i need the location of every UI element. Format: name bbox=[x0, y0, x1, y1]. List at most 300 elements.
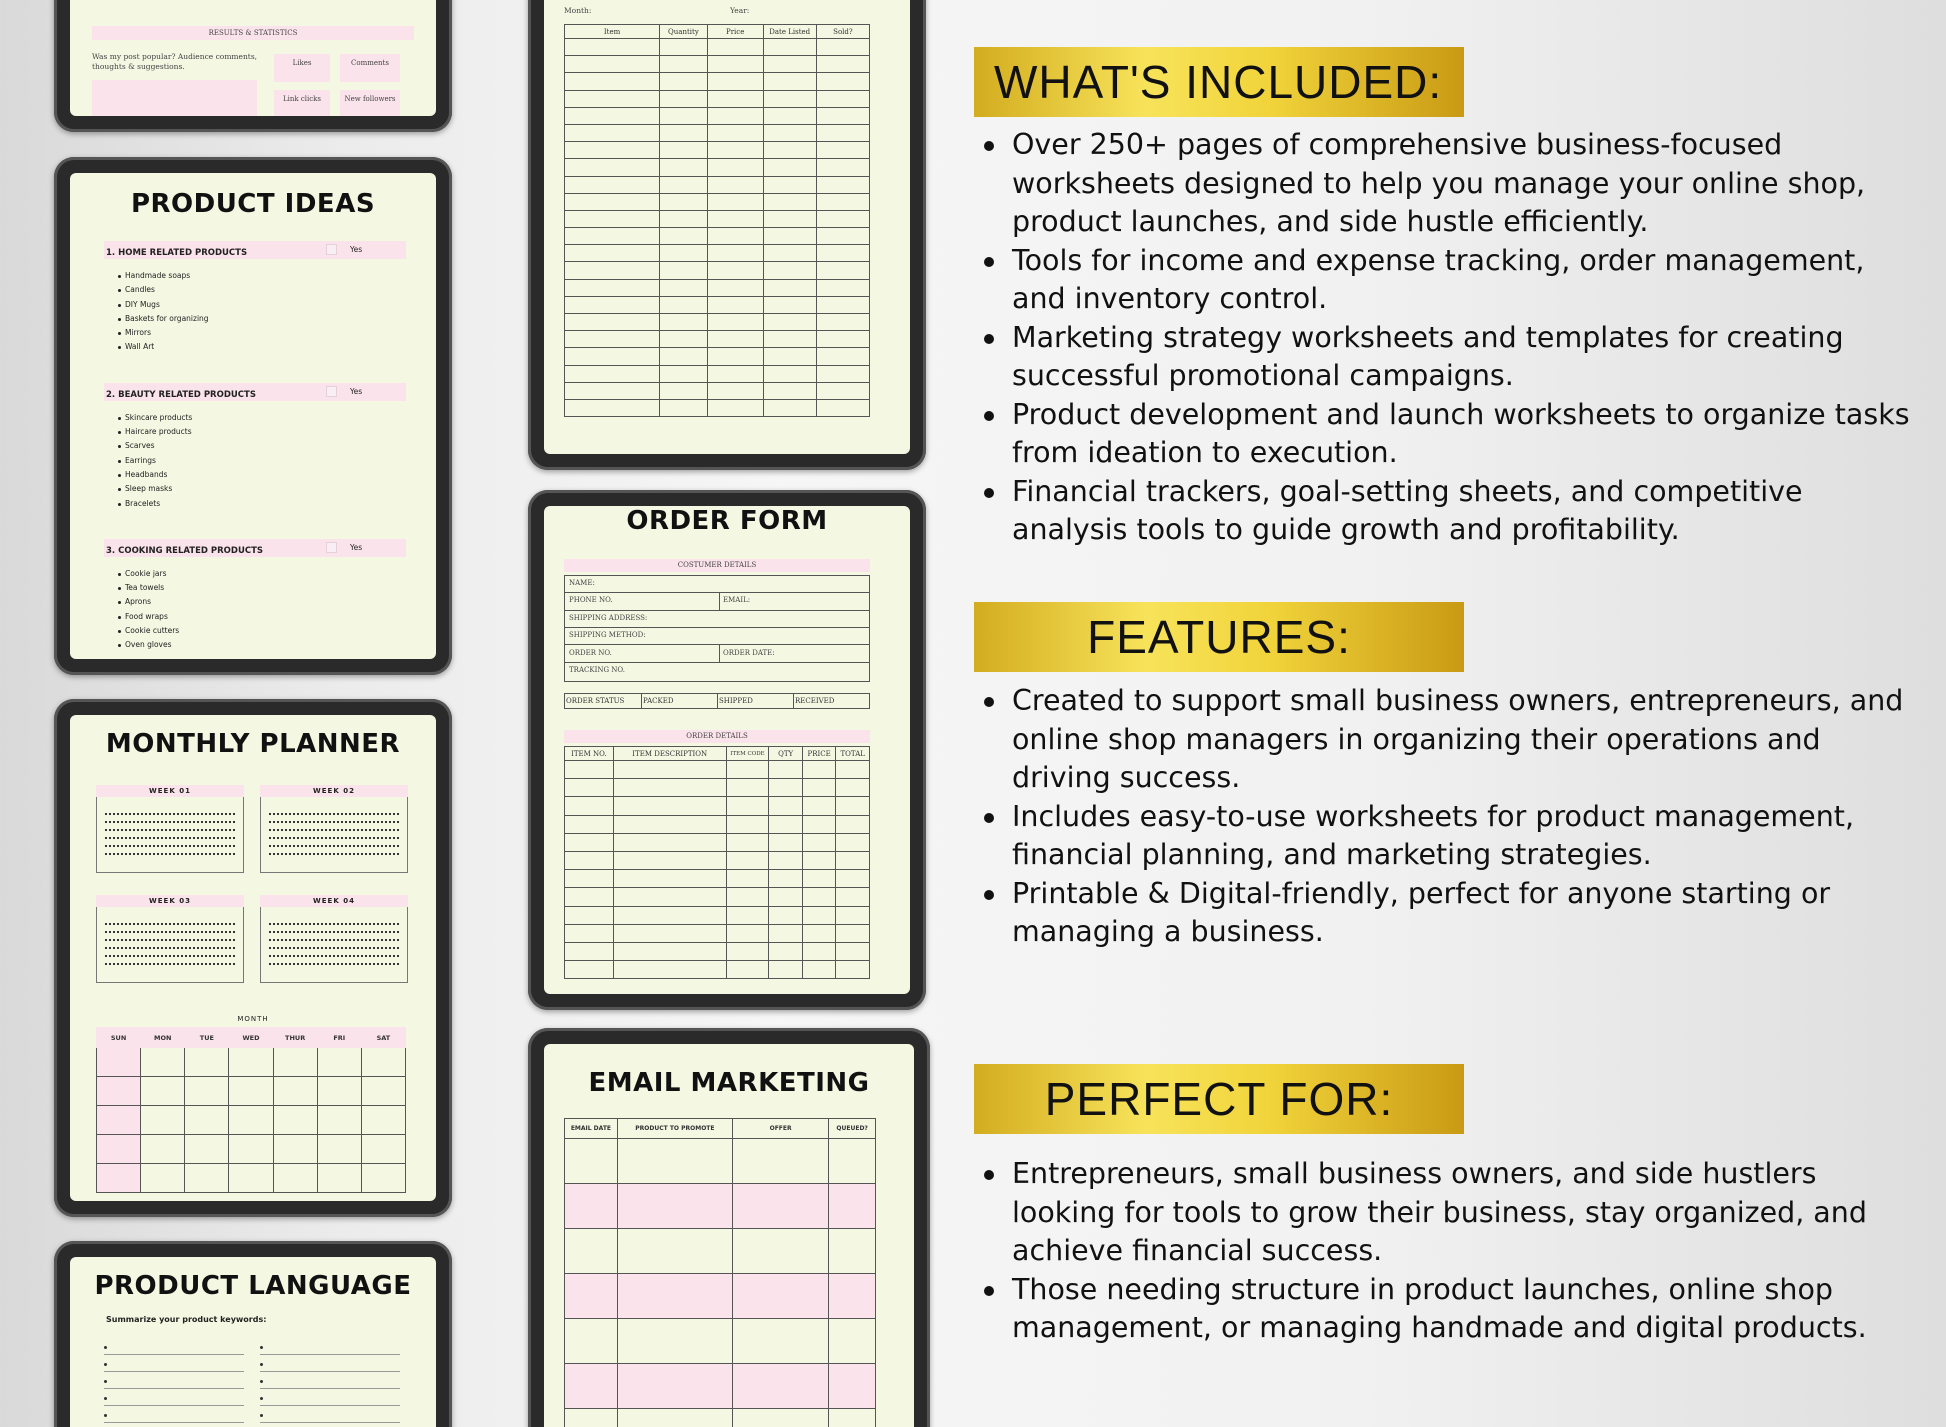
email-cell[interactable] bbox=[732, 1319, 828, 1364]
email-cell[interactable] bbox=[829, 1184, 876, 1229]
order-cell[interactable] bbox=[726, 924, 769, 942]
idea-item: Oven gloves bbox=[118, 638, 406, 652]
calendar-day-cell[interactable] bbox=[185, 1106, 229, 1135]
inventory-cell[interactable] bbox=[816, 314, 869, 331]
order-cell[interactable] bbox=[802, 815, 836, 833]
inventory-cell[interactable] bbox=[565, 245, 660, 262]
inventory-cell[interactable] bbox=[763, 56, 816, 73]
inventory-column-header: Date Listed bbox=[763, 25, 816, 39]
order-cell[interactable] bbox=[769, 761, 803, 779]
inventory-cell[interactable] bbox=[565, 193, 660, 210]
inventory-cell[interactable] bbox=[707, 399, 763, 416]
inventory-cell[interactable] bbox=[816, 107, 869, 124]
week-notes bbox=[260, 797, 408, 873]
inventory-cell[interactable] bbox=[707, 331, 763, 348]
inventory-cell[interactable] bbox=[565, 142, 660, 159]
inventory-cell[interactable] bbox=[565, 348, 660, 365]
checkbox[interactable] bbox=[326, 542, 337, 553]
keyword-line[interactable] bbox=[260, 1411, 400, 1423]
inventory-cell[interactable] bbox=[763, 245, 816, 262]
dotted-line bbox=[105, 917, 235, 925]
inventory-cell[interactable] bbox=[707, 73, 763, 90]
order-cell[interactable] bbox=[802, 833, 836, 851]
calendar-day-cell[interactable] bbox=[185, 1077, 229, 1106]
keyword-line[interactable] bbox=[104, 1377, 244, 1389]
calendar-day-cell[interactable] bbox=[229, 1135, 273, 1164]
keyword-line[interactable] bbox=[260, 1394, 400, 1406]
checkbox[interactable] bbox=[326, 386, 337, 397]
order-cell[interactable] bbox=[726, 815, 769, 833]
inventory-cell[interactable] bbox=[660, 262, 708, 279]
calendar-day-cell[interactable] bbox=[273, 1077, 317, 1106]
inventory-cell[interactable] bbox=[816, 365, 869, 382]
order-cell[interactable] bbox=[802, 942, 836, 960]
inventory-cell[interactable] bbox=[816, 56, 869, 73]
inventory-cell[interactable] bbox=[763, 382, 816, 399]
inventory-cell[interactable] bbox=[816, 73, 869, 90]
inventory-cell[interactable] bbox=[763, 176, 816, 193]
inventory-cell[interactable] bbox=[565, 296, 660, 313]
calendar-day-cell[interactable] bbox=[229, 1077, 273, 1106]
inventory-cell[interactable] bbox=[763, 107, 816, 124]
order-cell[interactable] bbox=[836, 761, 870, 779]
inventory-cell[interactable] bbox=[816, 399, 869, 416]
email-cell[interactable] bbox=[829, 1319, 876, 1364]
inventory-cell[interactable] bbox=[660, 39, 708, 56]
inventory-cell[interactable] bbox=[707, 124, 763, 141]
inventory-cell[interactable] bbox=[660, 142, 708, 159]
order-cell[interactable] bbox=[802, 779, 836, 797]
inventory-cell[interactable] bbox=[763, 210, 816, 227]
inventory-cell[interactable] bbox=[565, 73, 660, 90]
tablet-results-statistics bbox=[54, 0, 452, 132]
email-column-header: PRODUCT TO PROMOTE bbox=[617, 1119, 732, 1139]
order-cell[interactable] bbox=[769, 797, 803, 815]
inventory-cell[interactable] bbox=[763, 279, 816, 296]
order-cell[interactable] bbox=[836, 815, 870, 833]
email-cell[interactable] bbox=[617, 1184, 732, 1229]
inventory-cell[interactable] bbox=[763, 90, 816, 107]
bullet-item: Includes easy-to-use worksheets for product management, financial planning, and marketing strategies. bbox=[984, 798, 1924, 875]
order-cell[interactable] bbox=[802, 870, 836, 888]
order-cell[interactable] bbox=[769, 815, 803, 833]
order-cell[interactable] bbox=[565, 851, 614, 869]
inventory-cell[interactable] bbox=[763, 331, 816, 348]
calendar-day-cell[interactable] bbox=[185, 1135, 229, 1164]
perfect-for-heading: PERFECT FOR: bbox=[1044, 1073, 1394, 1125]
order-cell[interactable] bbox=[613, 924, 726, 942]
order-cell[interactable] bbox=[769, 924, 803, 942]
bullet-item: Created to support small business owners, entrepreneurs, and online shop managers in organizing their operations and driving success. bbox=[984, 682, 1924, 798]
email-cell[interactable] bbox=[829, 1409, 876, 1427]
email-cell[interactable] bbox=[565, 1409, 618, 1427]
inventory-cell[interactable] bbox=[816, 331, 869, 348]
keyword-line[interactable] bbox=[260, 1360, 400, 1372]
inventory-cell[interactable] bbox=[707, 296, 763, 313]
order-cell[interactable] bbox=[802, 797, 836, 815]
order-cell[interactable] bbox=[565, 924, 614, 942]
inventory-cell[interactable] bbox=[816, 296, 869, 313]
order-cell[interactable] bbox=[613, 906, 726, 924]
order-cell[interactable] bbox=[565, 906, 614, 924]
email-cell[interactable] bbox=[829, 1139, 876, 1184]
email-cell[interactable] bbox=[732, 1184, 828, 1229]
inventory-cell[interactable] bbox=[565, 228, 660, 245]
calendar-day-cell[interactable] bbox=[317, 1135, 361, 1164]
inventory-cell[interactable] bbox=[763, 296, 816, 313]
keyword-line[interactable] bbox=[260, 1377, 400, 1389]
inventory-cell[interactable] bbox=[565, 382, 660, 399]
inventory-cell[interactable] bbox=[707, 279, 763, 296]
inventory-cell[interactable] bbox=[565, 365, 660, 382]
inventory-header-row bbox=[565, 25, 870, 39]
order-cell[interactable] bbox=[613, 851, 726, 869]
calendar-day-cell[interactable] bbox=[273, 1135, 317, 1164]
inventory-cell[interactable] bbox=[707, 56, 763, 73]
inventory-cell[interactable] bbox=[707, 314, 763, 331]
order-cell[interactable] bbox=[836, 942, 870, 960]
email-cell[interactable] bbox=[732, 1409, 828, 1427]
inventory-cell[interactable] bbox=[816, 210, 869, 227]
order-cell[interactable] bbox=[802, 924, 836, 942]
day-header: SUN bbox=[97, 1028, 141, 1048]
calendar-day-cell[interactable] bbox=[97, 1164, 141, 1193]
inventory-cell[interactable] bbox=[660, 382, 708, 399]
idea-list bbox=[118, 411, 406, 511]
inventory-cell[interactable] bbox=[707, 193, 763, 210]
inventory-cell[interactable] bbox=[660, 314, 708, 331]
email-cell[interactable] bbox=[732, 1229, 828, 1274]
inventory-cell[interactable] bbox=[660, 176, 708, 193]
order-cell[interactable] bbox=[836, 961, 870, 979]
inventory-cell[interactable] bbox=[660, 399, 708, 416]
calendar-day-cell[interactable] bbox=[141, 1048, 185, 1077]
order-cell[interactable] bbox=[726, 888, 769, 906]
email-cell[interactable] bbox=[732, 1364, 828, 1409]
idea-item: Candles bbox=[118, 283, 406, 297]
inventory-cell[interactable] bbox=[763, 73, 816, 90]
inventory-cell[interactable] bbox=[763, 193, 816, 210]
order-cell[interactable] bbox=[565, 888, 614, 906]
inventory-cell[interactable] bbox=[565, 176, 660, 193]
order-cell[interactable] bbox=[565, 779, 614, 797]
features-heading: FEATURES: bbox=[1087, 611, 1351, 663]
order-cell[interactable] bbox=[726, 870, 769, 888]
order-cell[interactable] bbox=[613, 833, 726, 851]
calendar-day-cell[interactable] bbox=[141, 1135, 185, 1164]
inventory-cell[interactable] bbox=[565, 399, 660, 416]
inventory-cell[interactable] bbox=[816, 279, 869, 296]
order-cell[interactable] bbox=[836, 870, 870, 888]
bullet-dot bbox=[118, 318, 121, 321]
order-cell[interactable] bbox=[565, 942, 614, 960]
inventory-cell[interactable] bbox=[707, 245, 763, 262]
results-comment-box bbox=[92, 52, 262, 116]
product-ideas-sheet bbox=[70, 173, 436, 659]
calendar-header-row bbox=[97, 1028, 406, 1048]
calendar-day-cell[interactable] bbox=[97, 1135, 141, 1164]
order-column-header: TOTAL bbox=[836, 747, 870, 761]
inventory-cell[interactable] bbox=[660, 331, 708, 348]
order-cell[interactable] bbox=[769, 961, 803, 979]
email-cell[interactable] bbox=[829, 1274, 876, 1319]
keyword-line[interactable] bbox=[104, 1394, 244, 1406]
inventory-cell[interactable] bbox=[565, 159, 660, 176]
order-cell[interactable] bbox=[836, 797, 870, 815]
inventory-cell[interactable] bbox=[816, 39, 869, 56]
inventory-cell[interactable] bbox=[660, 348, 708, 365]
order-row bbox=[565, 870, 870, 888]
calendar-day-cell[interactable] bbox=[141, 1077, 185, 1106]
inventory-cell[interactable] bbox=[660, 73, 708, 90]
inventory-cell[interactable] bbox=[763, 142, 816, 159]
inventory-cell[interactable] bbox=[660, 56, 708, 73]
order-cell[interactable] bbox=[726, 833, 769, 851]
order-cell[interactable] bbox=[769, 779, 803, 797]
inventory-cell[interactable] bbox=[565, 331, 660, 348]
dotted-line bbox=[105, 949, 235, 957]
order-cell[interactable] bbox=[836, 888, 870, 906]
email-cell[interactable] bbox=[617, 1364, 732, 1409]
keyword-line[interactable] bbox=[104, 1343, 244, 1355]
keyword-line[interactable] bbox=[104, 1411, 244, 1423]
order-cell[interactable] bbox=[613, 961, 726, 979]
order-cell[interactable] bbox=[836, 906, 870, 924]
email-cell[interactable] bbox=[565, 1184, 618, 1229]
order-cell[interactable] bbox=[802, 888, 836, 906]
shipping-address-label: SHIPPING ADDRESS: bbox=[569, 614, 648, 622]
calendar-day-cell[interactable] bbox=[317, 1077, 361, 1106]
order-cell[interactable] bbox=[613, 797, 726, 815]
keyword-line[interactable] bbox=[104, 1360, 244, 1372]
email-column-header: QUEUED? bbox=[829, 1119, 876, 1139]
calendar-day-cell[interactable] bbox=[97, 1106, 141, 1135]
email-cell[interactable] bbox=[565, 1274, 618, 1319]
inventory-cell[interactable] bbox=[660, 159, 708, 176]
month-calendar bbox=[96, 1027, 406, 1193]
order-cell[interactable] bbox=[802, 761, 836, 779]
inventory-cell[interactable] bbox=[660, 245, 708, 262]
order-cell[interactable] bbox=[726, 851, 769, 869]
inventory-cell[interactable] bbox=[565, 107, 660, 124]
inventory-cell[interactable] bbox=[763, 39, 816, 56]
inventory-cell[interactable] bbox=[816, 176, 869, 193]
keyword-line[interactable] bbox=[260, 1343, 400, 1355]
inventory-cell[interactable] bbox=[565, 56, 660, 73]
inventory-cell[interactable] bbox=[763, 365, 816, 382]
calendar-day-cell[interactable] bbox=[361, 1164, 405, 1193]
order-cell[interactable] bbox=[565, 761, 614, 779]
inventory-cell[interactable] bbox=[565, 39, 660, 56]
calendar-day-cell[interactable] bbox=[141, 1106, 185, 1135]
email-cell[interactable] bbox=[617, 1409, 732, 1427]
email-cell[interactable] bbox=[617, 1274, 732, 1319]
inventory-cell[interactable] bbox=[660, 124, 708, 141]
inventory-cell[interactable] bbox=[660, 90, 708, 107]
calendar-day-cell[interactable] bbox=[361, 1048, 405, 1077]
inventory-cell[interactable] bbox=[763, 124, 816, 141]
email-cell[interactable] bbox=[829, 1364, 876, 1409]
email-cell[interactable] bbox=[565, 1229, 618, 1274]
calendar-day-cell[interactable] bbox=[361, 1135, 405, 1164]
inventory-cell[interactable] bbox=[707, 39, 763, 56]
calendar-day-cell[interactable] bbox=[317, 1106, 361, 1135]
calendar-day-cell[interactable] bbox=[273, 1164, 317, 1193]
order-cell[interactable] bbox=[613, 870, 726, 888]
inventory-cell[interactable] bbox=[816, 90, 869, 107]
inventory-cell[interactable] bbox=[565, 314, 660, 331]
inventory-cell[interactable] bbox=[816, 193, 869, 210]
idea-item: Baskets for organizing bbox=[118, 312, 406, 326]
order-cell[interactable] bbox=[565, 961, 614, 979]
inventory-cell[interactable] bbox=[707, 382, 763, 399]
inventory-cell[interactable] bbox=[763, 159, 816, 176]
calendar-day-cell[interactable] bbox=[273, 1106, 317, 1135]
order-cell[interactable] bbox=[769, 942, 803, 960]
inventory-cell[interactable] bbox=[660, 228, 708, 245]
order-cell[interactable] bbox=[726, 942, 769, 960]
order-cell[interactable] bbox=[836, 924, 870, 942]
order-cell[interactable] bbox=[802, 851, 836, 869]
order-cell[interactable] bbox=[769, 833, 803, 851]
tablet-inventory bbox=[528, 0, 926, 470]
inventory-cell[interactable] bbox=[816, 245, 869, 262]
inventory-cell[interactable] bbox=[707, 228, 763, 245]
inventory-cell[interactable] bbox=[816, 262, 869, 279]
order-cell[interactable] bbox=[769, 888, 803, 906]
order-cell[interactable] bbox=[802, 961, 836, 979]
order-cell[interactable] bbox=[726, 961, 769, 979]
inventory-row bbox=[565, 279, 870, 296]
order-cell[interactable] bbox=[836, 833, 870, 851]
inventory-cell[interactable] bbox=[763, 262, 816, 279]
calendar-day-cell[interactable] bbox=[97, 1077, 141, 1106]
inventory-cell[interactable] bbox=[565, 90, 660, 107]
calendar-day-cell[interactable] bbox=[229, 1164, 273, 1193]
order-cell[interactable] bbox=[613, 779, 726, 797]
bullet-dot bbox=[118, 573, 121, 576]
inventory-cell[interactable] bbox=[707, 348, 763, 365]
inventory-cell[interactable] bbox=[816, 159, 869, 176]
inventory-cell[interactable] bbox=[565, 262, 660, 279]
inventory-cell[interactable] bbox=[707, 159, 763, 176]
email-cell[interactable] bbox=[565, 1139, 618, 1184]
order-cell[interactable] bbox=[726, 797, 769, 815]
calendar-day-cell[interactable] bbox=[317, 1048, 361, 1077]
bullet-item: Tools for income and expense tracking, order management, and inventory control. bbox=[984, 242, 1924, 319]
order-cell[interactable] bbox=[613, 942, 726, 960]
order-cell[interactable] bbox=[565, 870, 614, 888]
inventory-row bbox=[565, 382, 870, 399]
inventory-cell[interactable] bbox=[763, 399, 816, 416]
inventory-cell[interactable] bbox=[707, 210, 763, 227]
inventory-cell[interactable] bbox=[707, 262, 763, 279]
order-cell[interactable] bbox=[726, 779, 769, 797]
inventory-cell[interactable] bbox=[763, 348, 816, 365]
calendar-day-cell[interactable] bbox=[361, 1077, 405, 1106]
order-cell[interactable] bbox=[726, 761, 769, 779]
order-cell[interactable] bbox=[769, 851, 803, 869]
order-cell[interactable] bbox=[565, 797, 614, 815]
email-cell[interactable] bbox=[617, 1319, 732, 1364]
inventory-cell[interactable] bbox=[763, 228, 816, 245]
bullet-dot bbox=[118, 346, 121, 349]
inventory-cell[interactable] bbox=[660, 210, 708, 227]
inventory-cell[interactable] bbox=[816, 382, 869, 399]
bullet-dot bbox=[118, 474, 121, 477]
inventory-cell[interactable] bbox=[565, 279, 660, 296]
inventory-cell[interactable] bbox=[707, 176, 763, 193]
order-column-header: ITEM NO. bbox=[565, 747, 614, 761]
order-cell[interactable] bbox=[836, 851, 870, 869]
order-cell[interactable] bbox=[802, 906, 836, 924]
inventory-cell[interactable] bbox=[660, 107, 708, 124]
bullet-dot bbox=[118, 332, 121, 335]
order-cell[interactable] bbox=[613, 815, 726, 833]
calendar-day-cell[interactable] bbox=[185, 1164, 229, 1193]
inventory-cell[interactable] bbox=[565, 210, 660, 227]
inventory-cell[interactable] bbox=[816, 228, 869, 245]
order-cell[interactable] bbox=[769, 906, 803, 924]
email-cell[interactable] bbox=[565, 1319, 618, 1364]
inventory-cell[interactable] bbox=[763, 314, 816, 331]
order-cell[interactable] bbox=[565, 833, 614, 851]
inventory-cell[interactable] bbox=[565, 124, 660, 141]
order-cell[interactable] bbox=[565, 815, 614, 833]
calendar-day-cell[interactable] bbox=[317, 1164, 361, 1193]
inventory-cell[interactable] bbox=[707, 365, 763, 382]
order-cell[interactable] bbox=[726, 906, 769, 924]
inventory-cell[interactable] bbox=[660, 279, 708, 296]
calendar-day-cell[interactable] bbox=[361, 1106, 405, 1135]
inventory-cell[interactable] bbox=[660, 296, 708, 313]
email-cell[interactable] bbox=[732, 1274, 828, 1319]
inventory-cell[interactable] bbox=[816, 142, 869, 159]
order-date-label: ORDER DATE: bbox=[723, 649, 775, 657]
week-label: WEEK 02 bbox=[260, 785, 408, 797]
calendar-day-cell[interactable] bbox=[141, 1164, 185, 1193]
inventory-cell[interactable] bbox=[707, 107, 763, 124]
shipping-method-label: SHIPPING METHOD: bbox=[569, 631, 646, 639]
calendar-day-cell[interactable] bbox=[273, 1048, 317, 1077]
email-cell[interactable] bbox=[829, 1229, 876, 1274]
results-header: RESULTS & STATISTICS bbox=[92, 26, 414, 40]
order-cell[interactable] bbox=[836, 779, 870, 797]
idea-item: Cookie cutters bbox=[118, 624, 406, 638]
email-cell[interactable] bbox=[732, 1139, 828, 1184]
calendar-day-cell[interactable] bbox=[229, 1048, 273, 1077]
calendar-day-cell[interactable] bbox=[229, 1106, 273, 1135]
tablet-product-language bbox=[54, 1241, 452, 1427]
order-cell[interactable] bbox=[613, 761, 726, 779]
order-cell[interactable] bbox=[613, 888, 726, 906]
inventory-cell[interactable] bbox=[816, 348, 869, 365]
checkbox[interactable] bbox=[326, 244, 337, 255]
keyword-bullet bbox=[104, 1346, 107, 1349]
email-cell[interactable] bbox=[617, 1229, 732, 1274]
inventory-cell[interactable] bbox=[660, 365, 708, 382]
dotted-line bbox=[269, 949, 399, 957]
inventory-cell[interactable] bbox=[707, 90, 763, 107]
inventory-cell[interactable] bbox=[816, 124, 869, 141]
email-cell[interactable] bbox=[565, 1364, 618, 1409]
calendar-day-cell[interactable] bbox=[97, 1048, 141, 1077]
inventory-cell[interactable] bbox=[707, 142, 763, 159]
order-cell[interactable] bbox=[769, 870, 803, 888]
email-cell[interactable] bbox=[617, 1139, 732, 1184]
calendar-day-cell[interactable] bbox=[185, 1048, 229, 1077]
inventory-cell[interactable] bbox=[660, 193, 708, 210]
